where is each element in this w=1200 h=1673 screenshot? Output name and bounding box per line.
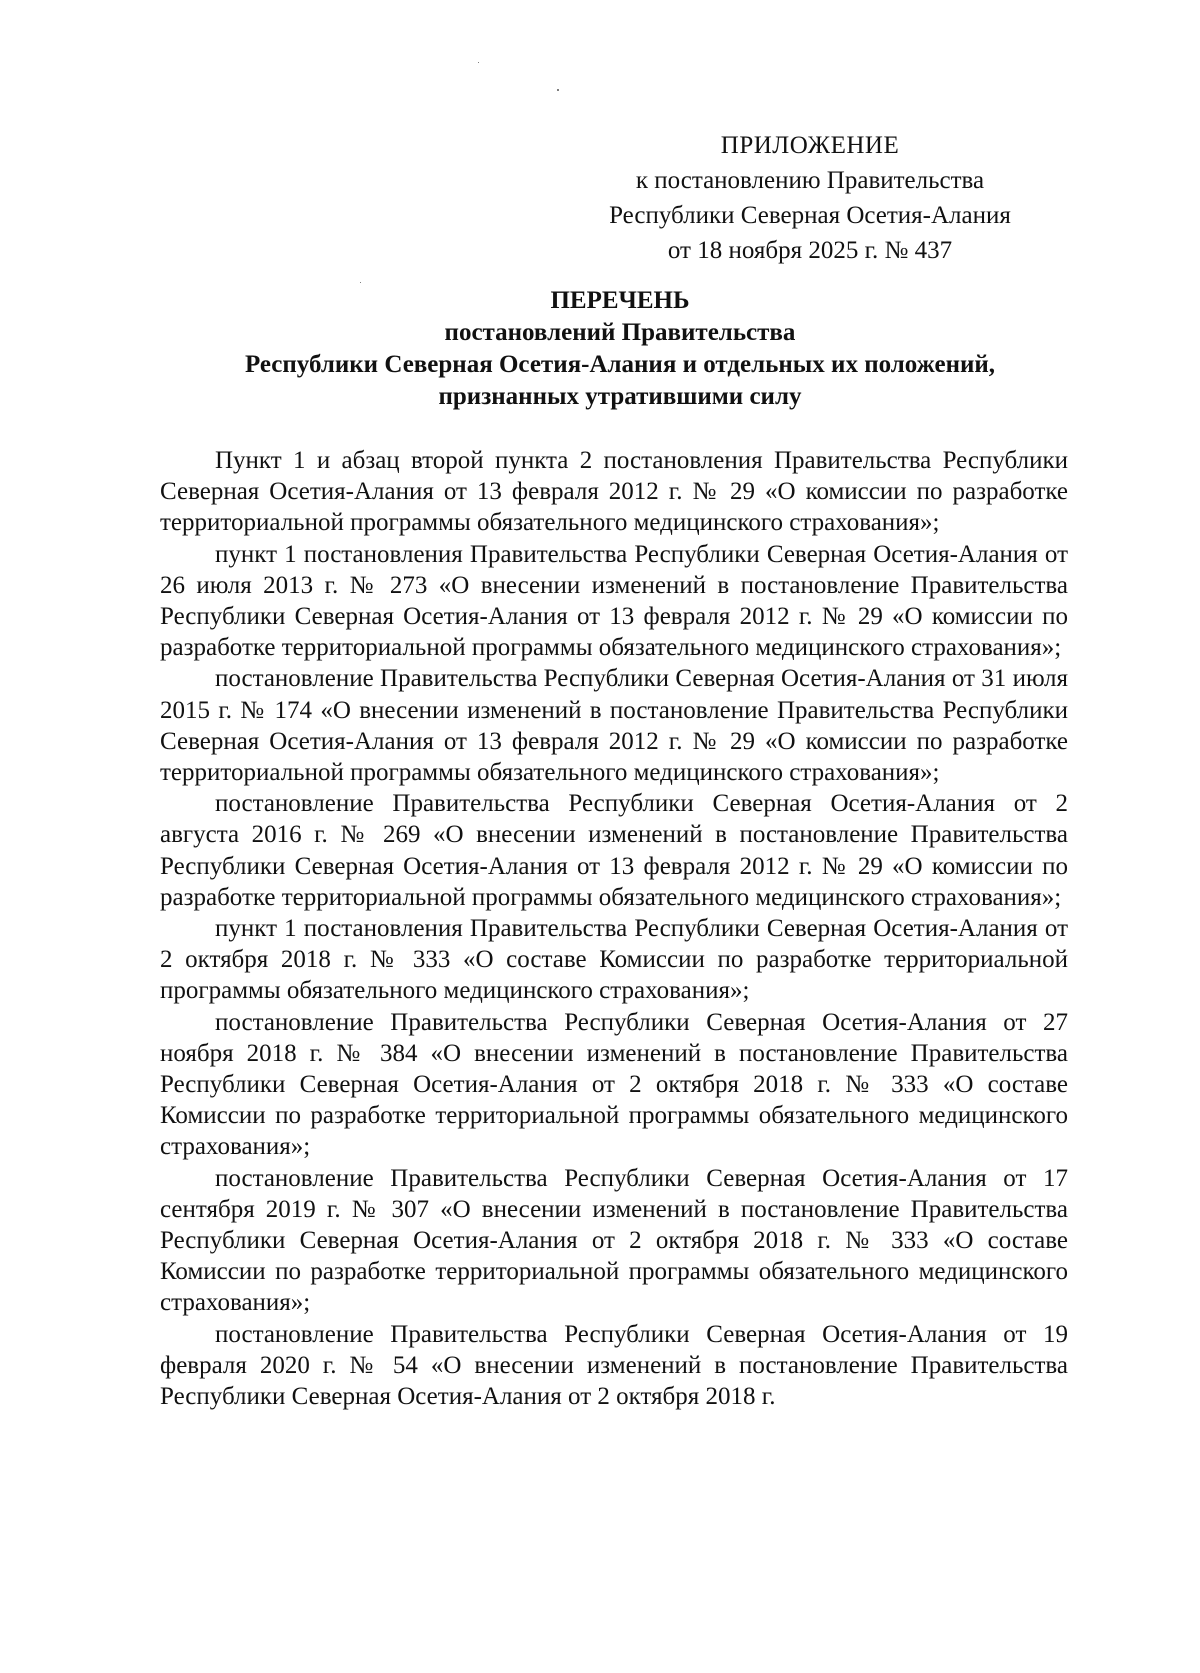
scan-speck	[478, 62, 479, 63]
scan-speck	[360, 282, 361, 283]
list-item: постановление Правительства Республики Северная Осетия-Алания от 19 февраля 2020 г. № 54 «О внесении изменений в постановление Правительства Республики Северная Осетия-Алания от 2 октября 2018 г.	[160, 1320, 1068, 1411]
document-body	[160, 445, 1068, 1412]
appendix-line-3: от 18 ноября 2025 г. № 437	[667, 237, 953, 264]
appendix-line-2: Республики Северная Осетия-Алания	[609, 202, 1011, 229]
document-heading	[160, 285, 1080, 413]
appendix-title: ПРИЛОЖЕНИЕ	[720, 132, 900, 159]
heading-line-3: признанных утратившими силу	[438, 383, 802, 410]
appendix-header	[560, 128, 1060, 268]
heading-title: ПЕРЕЧЕНЬ	[550, 287, 690, 314]
heading-line-2: Республики Северная Осетия-Алания и отдельных их положений,	[244, 351, 996, 378]
list-item: постановление Правительства Республики Северная Осетия-Алания от 31 июля 2015 г. № 174 «О внесении изменений в постановление Правительства Республики Северная Осетия-Алания от 13 февраля 2012 г. № 29 «О комиссии по разработке территориальной программы обязательного медицинского страхования»;	[160, 665, 1068, 787]
appendix-line-1: к постановлению Правительства	[635, 167, 985, 194]
scan-speck	[557, 89, 559, 91]
list-item: пункт 1 постановления Правительства Республики Северная Осетия-Алания от 2 октября 2018 г. № 333 «О составе Комиссии по разработке территориальной программы обязательного медицинского страхования»;	[160, 915, 1068, 1005]
list-item: постановление Правительства Республики Северная Осетия-Алания от 17 сентября 2019 г. № 307 «О внесении изменений в постановление Правительства Республики Северная Осетия-Алания от 2 октября 2018 г. № 333 «О составе Комиссии по разработке территориальной программы обязательного медицинского страхования»;	[160, 1164, 1068, 1317]
heading-line-1: постановлений Правительства	[444, 319, 796, 346]
list-item: постановление Правительства Республики Северная Осетия-Алания от 2 августа 2016 г. № 269 «О внесении изменений в постановление Правительства Республики Северная Осетия-Алания от 13 февраля 2012 г. № 29 «О комиссии по разработке территориальной программы обязательного медицинского страхования»;	[160, 790, 1068, 911]
list-item: пункт 1 постановления Правительства Республики Северная Осетия-Алания от 26 июля 2013 г. № 273 «О внесении изменений в постановление Правительства Республики Северная Осетия-Алания от 13 февраля 2012 г. № 29 «О комиссии по разработке территориальной программы обязательного медицинского страхования»;	[160, 540, 1068, 662]
list-item: Пункт 1 и абзац второй пункта 2 постановления Правительства Республики Северная Осетия-Алания от 13 февраля 2012 г. № 29 «О комиссии по разработке территориальной программы обязательного медицинского страхования»;	[160, 447, 1068, 537]
list-item: постановление Правительства Республики Северная Осетия-Алания от 27 ноября 2018 г. № 384 «О внесении изменений в постановление Правительства Республики Северная Осетия-Алания от 2 октября 2018 г. № 333 «О составе Комиссии по разработке территориальной программы обязательного медицинского страхования»;	[160, 1008, 1068, 1161]
